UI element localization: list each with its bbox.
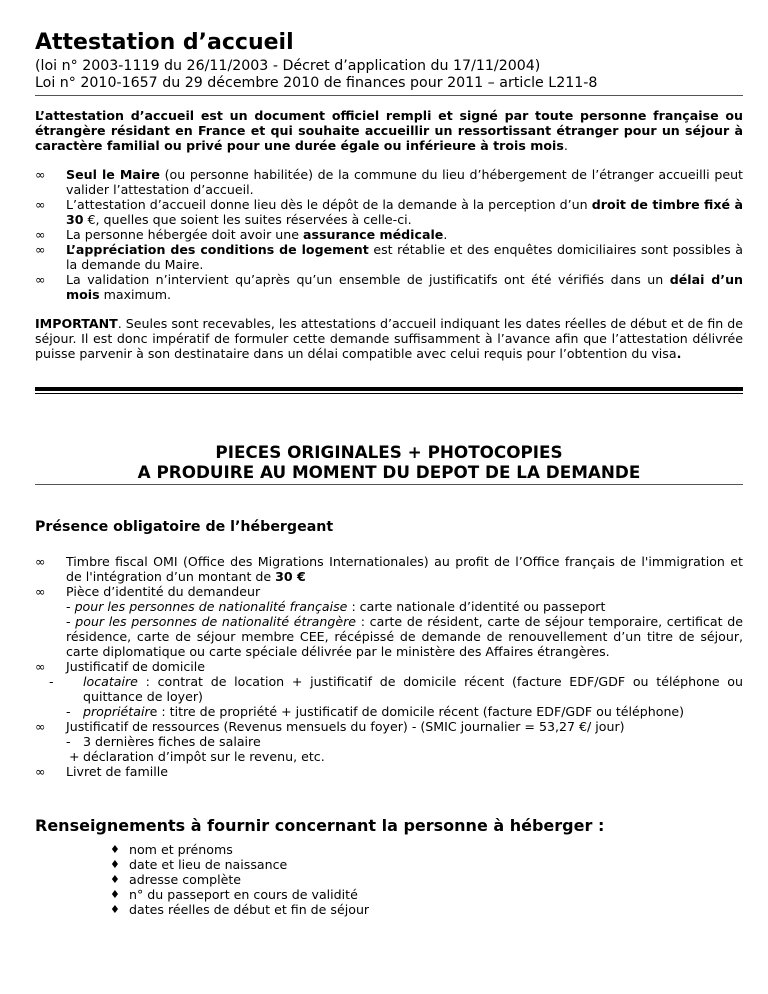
renseignement-item — [110, 872, 743, 887]
infinity-bullet-icon: ∞ — [35, 719, 46, 734]
info-bold: droit de timbre fixé à 30 — [66, 197, 743, 227]
info-text: L’attestation d’accueil donne lieu dès le dépôt de la demande à la perception d’un — [66, 197, 592, 212]
doc-item-domicile — [35, 659, 743, 719]
infinity-bullet-icon: ∞ — [35, 554, 46, 569]
intro-text: L’attestation d’accueil est un document officiel rempli et signé par toute personne française ou étrangère résidant en France et qui souhaite accueillir un ressortissant étranger pour un séjour à caractère familial ou privé pour une durée égale ou inférieure à trois mois — [35, 108, 743, 153]
diamond-bullet-icon: ♦ — [110, 843, 120, 856]
presence-heading: Présence obligatoire de l’hébergeant — [35, 519, 334, 535]
renseignement-text: n° du passeport en cours de validité — [129, 887, 358, 902]
info-text-after: maximum. — [99, 287, 172, 302]
dash-prefix: - — [66, 734, 71, 749]
diamond-bullet-icon: ♦ — [110, 873, 120, 886]
info-list — [35, 167, 743, 302]
renseignements-heading: Renseignements à fournir concernant la personne à héberger : — [35, 816, 605, 835]
renseignement-item — [110, 857, 743, 872]
timbre-text: Timbre fiscal OMI (Office des Migrations Internationales) au profit de l’Office français de l'immigration et de l'intégration d’un montant de — [66, 554, 743, 584]
salaire-text: 3 dernières fiches de salaire — [83, 734, 261, 749]
document-header — [35, 30, 743, 96]
ressources-salaire — [66, 734, 743, 749]
dash-prefix: - — [49, 674, 54, 689]
dash-prefix: - — [66, 599, 75, 614]
info-text: (ou personne habilitée) de la commune du lieu d’hébergement de l’étranger accueilli peut valider l’attestation d’accueil. — [66, 167, 743, 197]
law-reference-1: (loi n° 2003-1119 du 26/11/2003 - Décret d’application du 17/11/2004) — [35, 58, 541, 74]
identite-francaise — [66, 599, 743, 614]
identite-fr-text: : carte nationale d’identité ou passeport — [347, 599, 606, 614]
renseignement-item — [110, 842, 743, 857]
info-text: La validation n’intervient qu’après qu’un ensemble de justificatifs ont été vérifiés dans un — [66, 272, 670, 287]
important-paragraph — [35, 316, 743, 361]
info-bold: L’appréciation des conditions de logement — [66, 242, 369, 257]
infinity-bullet-icon: ∞ — [35, 197, 46, 212]
info-item — [35, 227, 743, 242]
info-text-after: . — [443, 227, 448, 242]
plus-prefix: + — [69, 749, 80, 764]
info-text: La personne hébergée doit avoir une — [66, 227, 303, 242]
info-bold: délai d’un mois — [66, 272, 743, 302]
diamond-bullet-icon: ♦ — [110, 888, 120, 901]
intro-paragraph — [35, 108, 743, 153]
info-item — [35, 242, 743, 272]
domicile-proprietaire — [66, 704, 743, 719]
locataire-italic: locataire — [83, 674, 138, 689]
infinity-bullet-icon: ∞ — [35, 227, 46, 242]
info-item — [35, 272, 743, 302]
livret-text: Livret de famille — [66, 764, 168, 779]
section-title-line1: PIECES ORIGINALES + PHOTOCOPIES — [215, 442, 563, 462]
impot-text: déclaration d’impôt sur le revenu, etc. — [83, 749, 325, 764]
info-item — [35, 167, 743, 197]
infinity-bullet-icon: ∞ — [35, 167, 46, 182]
dash-prefix: - — [66, 614, 76, 629]
domicile-label: Justificatif de domicile — [66, 659, 206, 674]
identite-et-text: : carte de résident, carte de séjour temporaire, certificat de résidence, carte de séjour membre CEE, récépissé de demande de renouvellement d’un titre de séjour, carte diplomatique ou carte spéciale délivrée par le ministère des Affaires étrangères. — [66, 614, 743, 659]
diamond-bullet-icon: ♦ — [110, 903, 120, 916]
info-text: est rétablie et des enquêtes domiciliaires sont possibles à la demande du Maire. — [66, 242, 743, 272]
important-text: . Seules sont recevables, les attestations d’accueil indiquant les dates réelles de début et de fin de séjour. Il est donc impératif de formuler cette demande suffisamment à l’avance afin que l’attestation délivrée puisse parvenir à son destinataire dans un délai compatible avec celui requis pour l’obtention du visa — [35, 316, 743, 361]
renseignement-text: date et lieu de naissance — [129, 857, 288, 872]
identite-etrangere — [66, 614, 743, 659]
domicile-locataire — [49, 674, 743, 704]
info-text-after: €, quelles que soient les suites réservées à celle-ci. — [83, 212, 412, 227]
doc-item-timbre — [35, 554, 743, 584]
document-page — [35, 30, 743, 917]
ressources-impot — [66, 749, 743, 764]
doc-item-ressources — [35, 719, 743, 764]
important-label: IMPORTANT — [35, 316, 118, 331]
renseignement-item — [110, 902, 743, 917]
identite-fr-italic: pour les personnes de nationalité française — [74, 599, 348, 614]
documents-list — [35, 554, 743, 779]
infinity-bullet-icon: ∞ — [35, 764, 46, 779]
section-title-line2: A PRODUIRE AU MOMENT DU DEPOT DE LA DEMANDE — [137, 462, 641, 482]
proprietaire-text: e : titre de propriété + justificatif de domicile récent (facture EDF/GDF ou téléphone) — [149, 704, 685, 719]
section-divider — [35, 387, 743, 394]
renseignement-text: dates réelles de début et fin de séjour — [129, 902, 370, 917]
ressources-label: Justificatif de ressources (Revenus mensuels du foyer) - (SMIC journalier = 53,27 €/ jour) — [66, 719, 625, 734]
identite-label: Pièce d’identité du demandeur — [66, 584, 261, 599]
info-item — [35, 197, 743, 227]
diamond-bullet-icon: ♦ — [110, 858, 120, 871]
identite-et-italic: pour les personnes de nationalité étrangère — [75, 614, 357, 629]
infinity-bullet-icon: ∞ — [35, 659, 46, 674]
dash-prefix: - — [66, 704, 71, 719]
infinity-bullet-icon: ∞ — [35, 584, 46, 599]
info-bold: Seul le Maire — [66, 167, 160, 182]
important-end: . — [676, 346, 682, 361]
renseignement-text: nom et prénoms — [129, 842, 233, 857]
law-reference-2: Loi n° 2010-1657 du 29 décembre 2010 de finances pour 2011 – article L211-8 — [35, 75, 743, 96]
intro-end: . — [563, 138, 568, 153]
renseignement-item — [110, 887, 743, 902]
timbre-amount: 30 € — [275, 569, 306, 584]
infinity-bullet-icon: ∞ — [35, 242, 46, 257]
renseignement-text: adresse complète — [129, 872, 242, 887]
renseignements-list — [35, 842, 743, 917]
proprietaire-italic: propriétair — [83, 704, 150, 719]
page-title: Attestation d’accueil — [35, 30, 294, 55]
section-title — [35, 442, 743, 485]
locataire-text: : contrat de location + justificatif de domicile récent (facture EDF/GDF ou téléphone ou quittance de loyer) — [83, 674, 743, 704]
infinity-bullet-icon: ∞ — [35, 272, 46, 287]
info-bold: assurance médicale — [302, 227, 444, 242]
doc-item-livret — [35, 764, 743, 779]
doc-item-identite — [35, 584, 743, 659]
